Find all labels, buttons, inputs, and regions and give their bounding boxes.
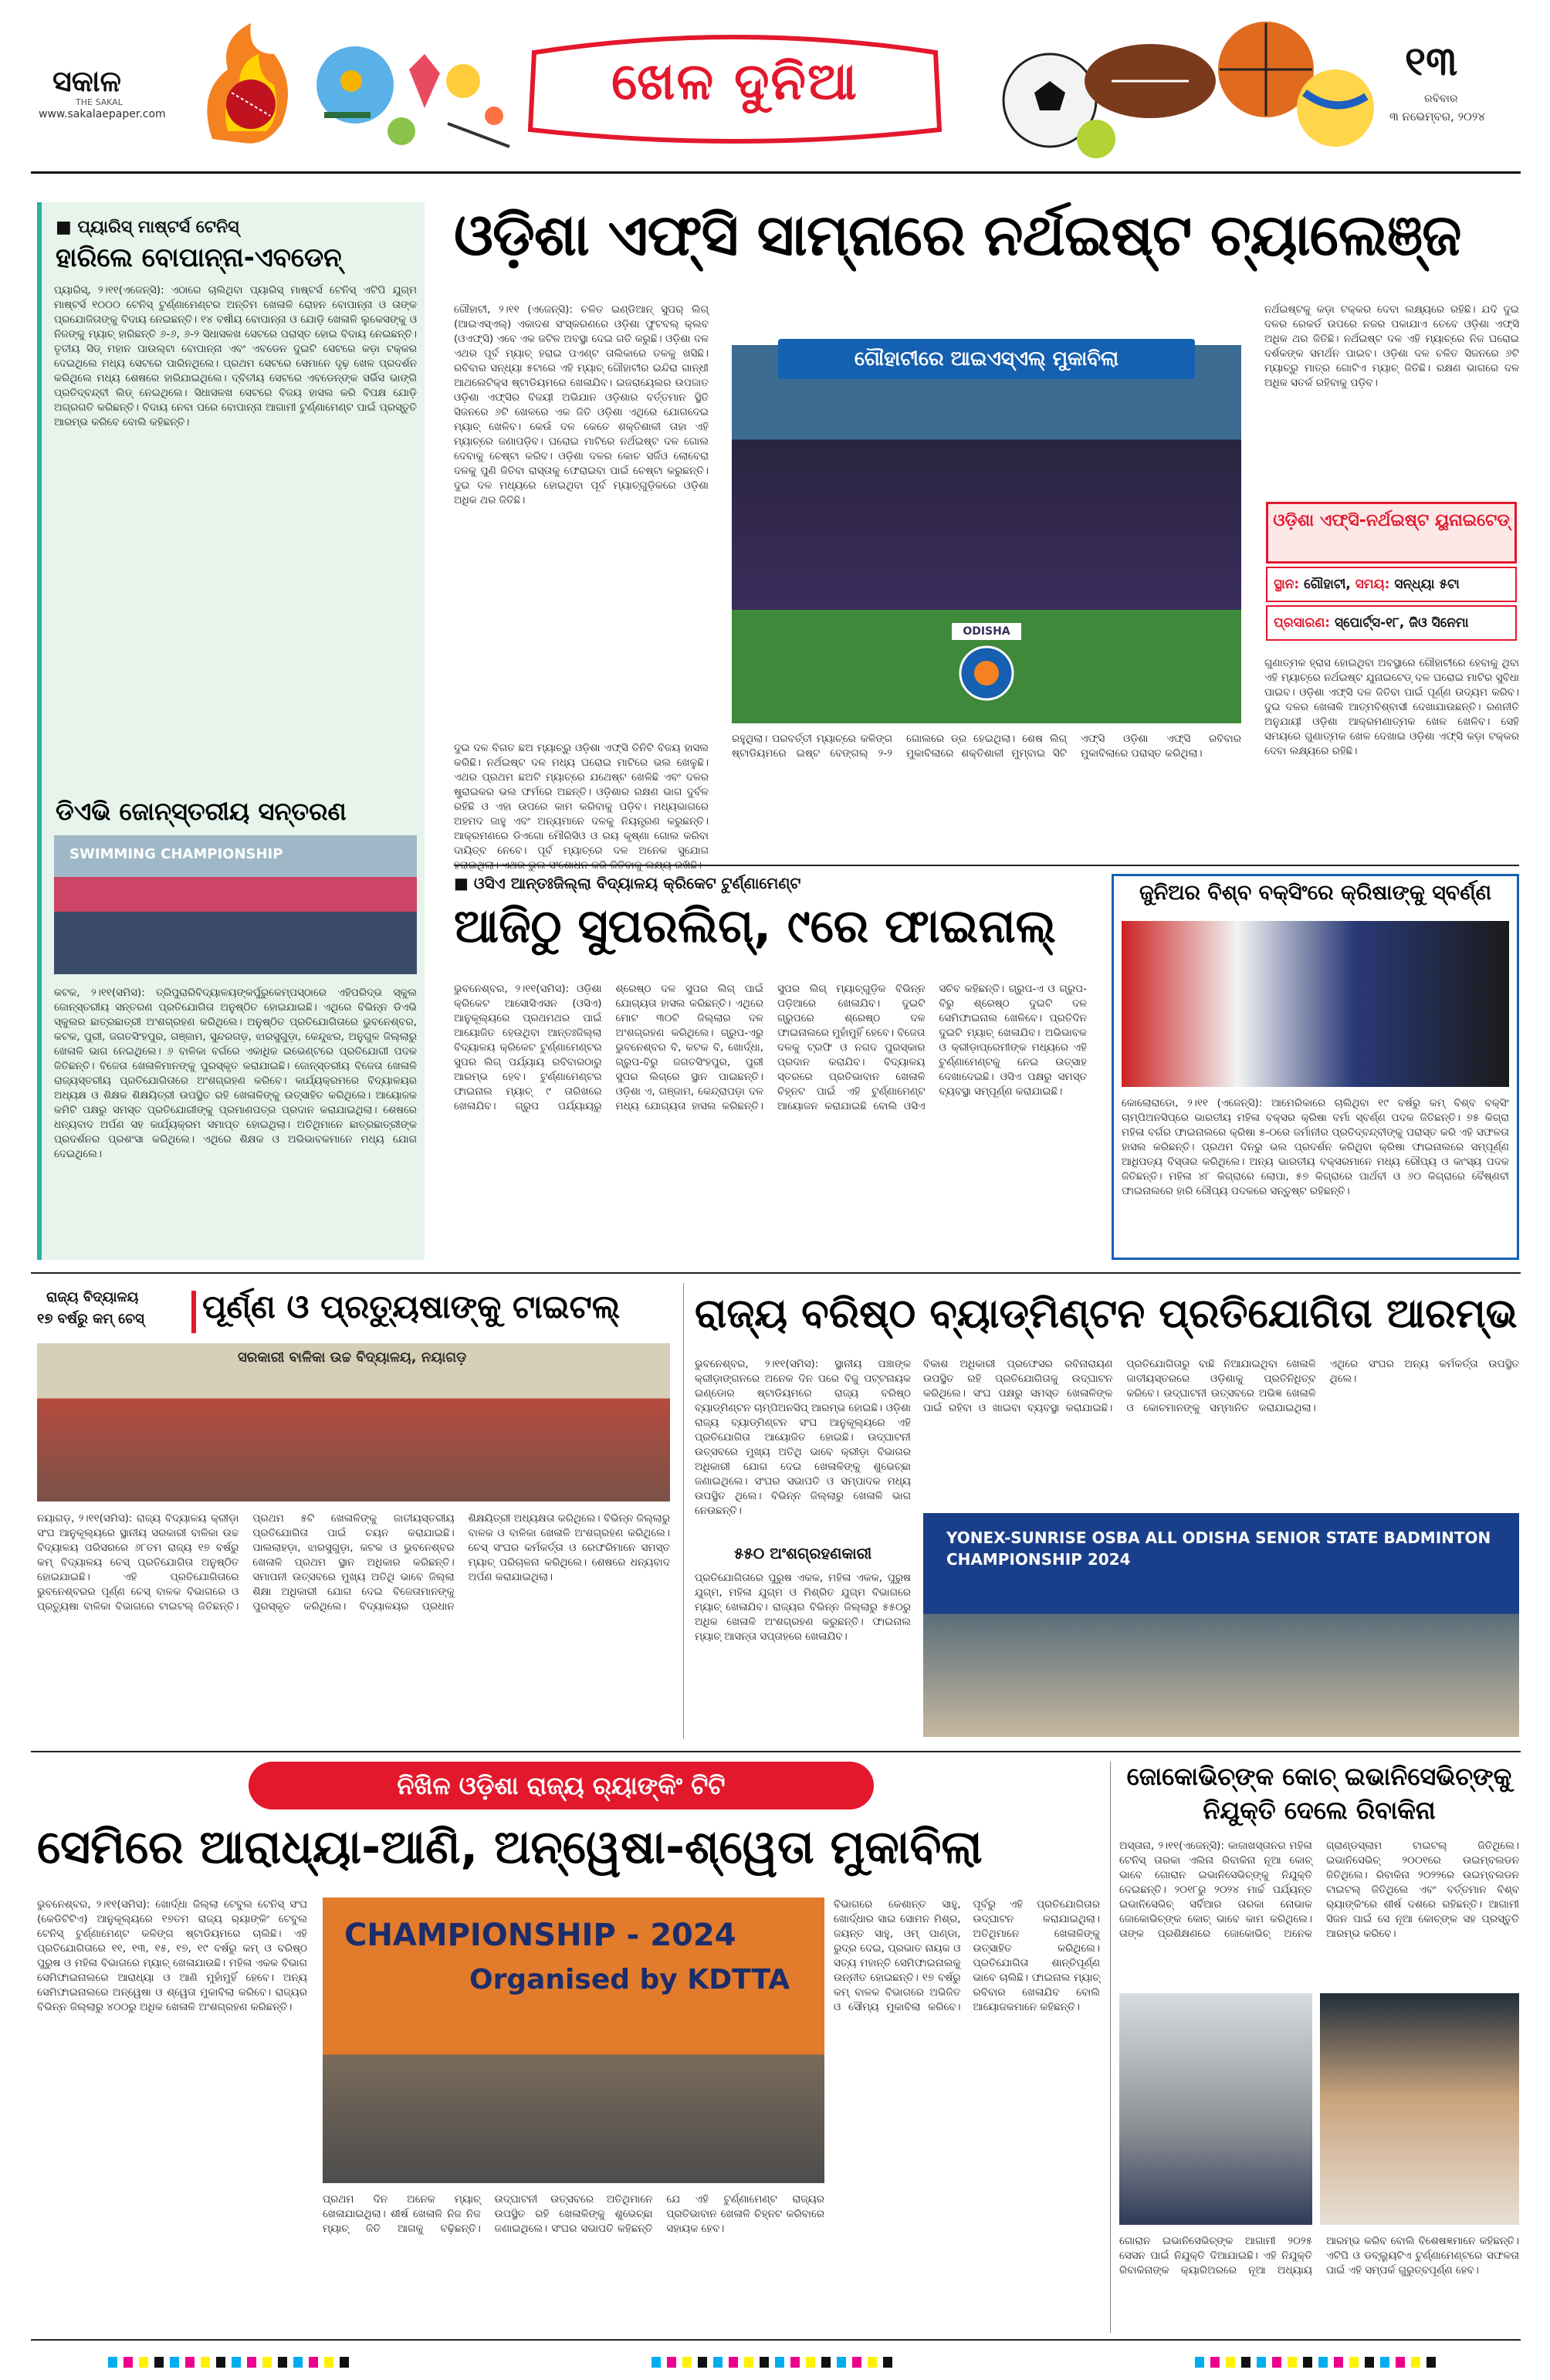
rybakina-photo	[1320, 1993, 1519, 2225]
tt-banner: ନିଖିଳ ଓଡ଼ିଶା ରାଜ୍ୟ ର‍୍ୟାଙ୍କିଂ ଟିଟି	[249, 1762, 874, 1810]
left-column	[37, 202, 425, 1260]
reg-right	[1195, 2357, 1442, 2368]
djokovic-body: ଅସ୍ତାନା, ୨।୧୧(ଏଜେନ୍ସି): କାଜାଖସ୍ତାନର ମହିଳା ଟେନିସ୍ ତାରକା ଏଲିନା ରିବାକିନା ନୂଆ କୋଚ୍ ଭାବେ ଗୋରାନ ଇଭାନିସେଭିଚ୍‌ଙ୍କୁ ନିଯୁକ୍ତି ଦେଇଛନ୍ତି। ୨୦୧୮ରୁ ୨୦୨୪ ମାର୍ଚ୍ଚ ପର୍ଯ୍ୟନ୍ତ ଇଭାନିସେଭିଚ୍ ସର୍ବିଆର ତାରକା ନୋଭାକ ଜୋକୋଭିଚ୍‌ଙ୍କ କୋଚ୍ ଭାବେ କାମ କରିଥିଲେ। ତାଙ୍କ ପ୍ରଶିକ୍ଷଣରେ ଜୋକୋଭିଚ୍ ଅନେକ ଗ୍ରାଣ୍ଡସ୍ଲାମ ଟାଇଟଲ୍ ଜିତିଥିଲେ। ଇଭାନିସେଭିଚ୍ ୨୦୦୧ରେ ଉଇମ୍ବଲଡନ ଜିତିଥିଲେ। ରିବାକିନା ୨୦୨୨ରେ ଉଇମ୍ବଲଡନ ଟାଇଟଲ୍ ଜିତିଥିଲେ ଏବଂ ବର୍ତ୍ତମାନ ବିଶ୍ବ ର‍୍ୟାଙ୍କିଂରେ ଶୀର୍ଷ ଦଶରେ ରହିଛନ୍ତି। ଆଗାମୀ ସିଜନ ପାଇଁ ସେ ନୂଆ କୋଚ୍‌ଙ୍କ ସହ ପ୍ରସ୍ତୁତି ଆରମ୍ଭ କରିବେ।	[1119, 1840, 1519, 1940]
issue-day: ରବିବାର	[1424, 93, 1458, 105]
chess-headline: ପୂର୍ଣ୍ଣ ଓ ପ୍ରତ୍ୟୁଷାଙ୍କୁ ଟାଇଟଲ୍	[202, 1288, 621, 1325]
time-value: ସନ୍ଧ୍ୟା ୫ଟା	[1394, 577, 1460, 592]
lead-photo	[732, 345, 1241, 723]
lead-body-right: ନର୍ଥଇଷ୍ଟକୁ କଡ଼ା ଟକ୍କର ଦେବା ଲକ୍ଷ୍ୟରେ ରହିଛି। ଯଦି ଦୁଇ ଦଳର ରେକର୍ଡ ଉପରେ ନଜର ପକାଯାଏ ତେବେ ଓଡ଼ିଶା ଏଫ୍‌ସି ଅଧିକ ଥର ଜିତିଛି। ନର୍ଥଇଷ୍ଟ ଦଳ ଏହି ମ୍ୟାଚ୍‌ରେ ନିଜ ଘରୋଇ ଦର୍ଶକଙ୍କ ସମର୍ଥନ ପାଇବ। ଓଡ଼ିଶା ଦଳ ଚଳିତ ସିଜନରେ ୬ଟି ମ୍ୟାଚ୍‌ରୁ ମାତ୍ର ଗୋଟିଏ ମ୍ୟାଚ୍ ଜିତିଛି। ରକ୍ଷଣ ଭାଗରେ ଦଳ ଅଧିକ ସତର୍କ ରହିବାକୁ ପଡ଼ିବ।	[1264, 303, 1519, 389]
reg-left	[108, 2357, 355, 2368]
lead-body-bottom: ରହୁଥିଲା। ପରବର୍ତ୍ତୀ ମ୍ୟାଚ୍‌ରେ କଳିଙ୍ଗ ଷ୍ଟାଡିୟମରେ ଇଷ୍ଟ ବେଙ୍ଗଲ୍ ୨-୨ ଗୋଲରେ ଡ୍ର ହେଇଥିଲା। ଶେଷ ଲିଗ୍ ମୁକାବିଲାରେ ଶକ୍ତିଶାଳୀ ମୁମ୍ବାଇ ସିଟି ଏଫ୍‌ସି ଓଡ଼ିଶା ଏଫ୍‌ସି ରବିବାର ମୁକାବିଲାରେ ପରାସ୍ତ କରିଥିଲା।	[732, 733, 1241, 760]
flame-ball-illustration	[197, 23, 297, 147]
issue-date: ୩ ନଭେମ୍ବର, ୨୦୨୪	[1389, 110, 1485, 124]
badminton-body-right: ବିକାଶ ଅଧିକାରୀ ପ୍ରଫେସର ରବିନାରାୟଣ ଉପସ୍ଥିତ ରହି ପ୍ରତିଯୋଗିତାକୁ ଉଦ୍‌ଘାଟନ କରିଥିଲେ। ସଂଘ ପକ୍ଷରୁ ସମସ୍ତ ଖେଳାଳିଙ୍କ ପାଇଁ ରହିବା ଓ ଖାଇବା ବ୍ୟବସ୍ଥା କରାଯାଇଛି। ପ୍ରତିଯୋଗିତାରୁ ବାଛି ନିଆଯାଇଥିବା ଖେଳାଳି ଜାତୀୟସ୍ତରରେ ଓଡ଼ିଶାକୁ ପ୍ରତିନିଧିତ୍ବ କରିବେ। ଉଦ୍‌ଘାଟନୀ ଉତ୍ସବରେ ଅଭିଜ୍ଞ ଖେଳାଳି ଓ କୋଚମାନଙ୍କୁ ସମ୍ମାନିତ କରାଯାଇଥିଲା। ଏଥିରେ ସଂଘର ଅନ୍ୟ କର୍ମକର୍ତ୍ତା ଉପସ୍ଥିତ ଥିଲେ।	[923, 1358, 1519, 1414]
tennis-kicker: ■ ପ୍ୟାରିସ୍ ମାଷ୍ଟର୍ସ ଟେନିସ୍	[56, 218, 239, 237]
reg-mid	[651, 2357, 899, 2368]
lead-headline: ଓଡ଼ିଶା ଏଫ୍‌ସି ସାମ୍ନାରେ ନର୍ଥଇଷ୍ଟ ଚ୍ୟାଲେଞ୍ଜ	[454, 202, 1461, 269]
djokovic-headline-line1: ଜୋକୋଭିଚ୍‌ଙ୍କ କୋଚ୍ ଇଭାନିସେଭିଚ୍‌ଙ୍କୁ	[1126, 1762, 1512, 1791]
djokovic-body-under: ଗୋରାନ ଇଭାନିସେଭିଚ୍‌ଙ୍କ ଆଗାମୀ ୨୦୨୫ ସେସନ ପାଇଁ ନିଯୁକ୍ତି ଦିଆଯାଇଛି। ଏହି ନିଯୁକ୍ତି ରିବାକିନାଙ୍କ କ୍ୟାରିଅରରେ ନୂଆ ଅଧ୍ୟାୟ ଆରମ୍ଭ କରିବ ବୋଲି ବିଶେଷଜ୍ଞମାନେ କହିଛନ୍ତି। ଏଟିପି ଓ ଡବ୍ଲ୍ୟୁଟିଏ ଟୁର୍ଣ୍ଣାମେଣ୍ଟରେ ସଫଳତା ପାଇଁ ଏହି ସମ୍ପର୍କ ଗୁରୁତ୍ବପୂର୍ଣ୍ଣ ହେବ।	[1119, 2235, 1519, 2277]
chess-kicker-line2: ୧୭ ବର୍ଷରୁ କମ୍ ଚେସ୍	[37, 1311, 144, 1327]
boxing-box	[1112, 874, 1519, 1260]
tt-photo-banner: CHAMPIONSHIP - 2024	[344, 1918, 736, 1953]
lead-bottom-rule	[454, 865, 1519, 866]
tennis-headline: ହାରିଲେ ବୋପାନ୍ନା-ଏବଡେନ୍	[56, 242, 342, 273]
dav-photo-caption: SWIMMING CHAMPIONSHIP	[69, 846, 283, 862]
odisha-badge	[952, 623, 1021, 708]
match-info-box	[1266, 502, 1517, 648]
boxing-headline: ଜୁନିଅର ବିଶ୍ବ ବକ୍ସିଂରେ କ୍ରିଷାଙ୍କୁ ସ୍ବର୍ଣ୍ଣ	[1139, 881, 1492, 905]
odisha-badge-text: ODISHA	[963, 625, 1010, 638]
tt-headline: ସେମିରେ ଆରାଧ୍ୟା-ଆଣି, ଅନ୍ୱେଷା-ଶ୍ୱେତା ମୁକାବିଲା	[37, 1820, 983, 1874]
tt-photo	[323, 1898, 824, 2183]
dav-photo	[54, 835, 417, 974]
chess-kicker-line1: ରାଜ୍ୟ ବିଦ୍ୟାଳୟ	[46, 1289, 139, 1305]
cricket-body: ଭୁବନେଶ୍ବର, ୨।୧୧(ସମିସ): ଓଡ଼ିଶା କ୍ରିକେଟ ଆସୋସିଏସନ (ଓସିଏ) ଆନୁକୂଲ୍ୟରେ ପ୍ରଥମଥର ପାଇଁ ଆୟୋଜିତ ହେଉଥିବା ଆନ୍ତଃଜିଲ୍ଲା ବିଦ୍ୟାଳୟ କ୍ରିକେଟ ଟୁର୍ଣ୍ଣାମେଣ୍ଟର ସୁପର ଲିଗ୍ ପର୍ଯ୍ୟାୟ ରବିବାରଠାରୁ ଆରମ୍ଭ ହେବ। ଟୁର୍ଣ୍ଣାମେଣ୍ଟର ଫାଇନାଲ ମ୍ୟାଚ୍ ୯ ତାରିଖରେ ଖେଳାଯିବ। ଗ୍ରୁପ ପର୍ଯ୍ୟାୟରୁ ଶ୍ରେଷ୍ଠ ଦଳ ସୁପର ଲିଗ୍ ପାଇଁ ଯୋଗ୍ୟତା ହାସଲ କରିଛନ୍ତି। ଏଥିରେ ମୋଟ ୩୦ଟି ଜିଲ୍ଲାର ଦଳ ଅଂଶଗ୍ରହଣ କରିଥିଲେ। ଗ୍ରୁପ-ଏରୁ ଭୁବନେଶ୍ବର ବି, କଟକ ବି, ଖୋର୍ଦ୍ଧା, ଗ୍ରୁପ-ବିରୁ ଜଗତସିଂହପୁର, ପୁରୀ ସୁପର ଲିଗ୍‌ରେ ସ୍ଥାନ ପାଇଛନ୍ତି। ଓଡ଼ିଶା ଏ, ଗଞ୍ଜାମ, କେନ୍ଦ୍ରାପଡ଼ା ଦଳ ମଧ୍ୟ ଯୋଗ୍ୟତା ହାସଲ କରିଛନ୍ତି। ସୁପର ଲିଗ୍ ମ୍ୟାଚ୍‌ଗୁଡ଼ିକ ବିଭିନ୍ନ ପଡ଼ିଆରେ ଖେଳାଯିବ। ଦୁଇଟି ଗ୍ରୁପରେ ଶ୍ରେଷ୍ଠ ଦଳ ଫାଇନାଲରେ ମୁହାଁମୁହିଁ ହେବେ। ବିଜେତା ଦଳକୁ ଟ୍ରଫି ଓ ନଗଦ ପୁରସ୍କାର ପ୍ରଦାନ କରାଯିବ। ବିଦ୍ୟାଳୟ ସ୍ତରରେ ପ୍ରତିଭାବାନ ଖେଳାଳି ଚିହ୍ନଟ ପାଇଁ ଏହି ଟୁର୍ଣ୍ଣାମେଣ୍ଟ ଆୟୋଜନ କରାଯାଇଛି ବୋଲି ଓସିଏ ସଚିବ କହିଛନ୍ତି। ଗ୍ରୁପ-ଏ ଓ ଗ୍ରୁପ-ବିରୁ ଶ୍ରେଷ୍ଠ ଦୁଇଟି ଦଳ ସେମିଫାଇନାଲ ଖେଳିବେ। ପ୍ରତିଦିନ ଦୁଇଟି ମ୍ୟାଚ୍ ଖେଳାଯିବ। ଅଭିଭାବକ ଓ କ୍ରୀଡ଼ାପ୍ରେମୀଙ୍କ ମଧ୍ୟରେ ଏହି ଟୁର୍ଣ୍ଣାମେଣ୍ଟକୁ ନେଇ ଉତ୍ସାହ ଦେଖାଦେଇଛି। ଓସିଏ ପକ୍ଷରୁ ସମସ୍ତ ବ୍ୟବସ୍ଥା ସମ୍ପୂର୍ଣ୍ଣ କରାଯାଇଛି।	[454, 983, 1087, 1112]
section-title-box	[519, 29, 951, 145]
boxing-photo	[1122, 921, 1509, 1087]
djokovic-box	[1119, 1762, 1519, 2333]
masthead-rule	[31, 171, 1521, 174]
badminton-subhead: ୫୫୦ ଅଂଶଗ୍ରହଣକାରୀ	[733, 1544, 872, 1562]
chess-photo-banner: ସରକାରୀ ବାଳିକା ଉଚ୍ଚ ବିଦ୍ୟାଳୟ, ନୟାଗଡ଼	[238, 1349, 467, 1366]
lead-body-right-bottom: ଗୁଣାତ୍ମକ ହ୍ରାସ ହୋଇଥିବା ଅବସ୍ଥାରେ ଗୌହାଟୀରେ ହେବାକୁ ଥିବା ଏହି ମ୍ୟାଚ୍‌ରେ ନର୍ଥଇଷ୍ଟ ଯୁନାଇଟେଡ୍ ଦଳ ଘରୋଇ ମାଟିର ସୁବିଧା ପାଇବ। ଓଡ଼ିଶା ଏଫ୍‌ସି ଦଳ ଜିତିବା ପାଇଁ ପୂର୍ଣ୍ଣ ଉଦ୍ୟମ କରିବ। ଦୁଇ ଦଳର ଖେଳାଳି ଆତ୍ମବିଶ୍ବାସୀ ଦେଖାଯାଉଛନ୍ତି। ରଣନୀତି ଅନୁଯାୟୀ ଓଡ଼ିଶା ଆକ୍ରମଣାତ୍ମକ ଖେଳ ଖେଳିବ। ସେହି ସମୟରେ ଗୁଣାତ୍ମକ ଖେଳ ଦେଖାଇ ଓଡ଼ିଶା ଏଫ୍‌ସି କଡ଼ା ଟକ୍କର ଦେବା ଲକ୍ଷ୍ୟରେ ରହିଛି।	[1264, 657, 1519, 757]
badminton-body-bottom: ପ୍ରତିଯୋଗିତାରେ ପୁରୁଷ ଏକକ, ମହିଳା ଏକକ, ପୁରୁଷ ଯୁଗ୍ମ, ମହିଳା ଯୁଗ୍ମ ଓ ମିଶ୍ରିତ ଯୁଗ୍ମ ବିଭାଗରେ ମ୍ୟାଚ୍ ଖେଳାଯିବ। ରାଜ୍ୟର ବିଭିନ୍ନ ଜିଲ୍ଲାରୁ ୫୫୦ରୁ ଅଧିକ ଖେଳାଳି ଅଂଶଗ୍ରହଣ କରୁଛନ୍ତି। ଫାଇନାଲ ମ୍ୟାଚ୍ ଆସନ୍ତା ସପ୍ତାହରେ ଖେଳାଯିବ।	[695, 1572, 911, 1643]
section-title: ଖେଳ ଦୁନିଆ	[611, 51, 858, 111]
venue-value: ଗୌହାଟୀ,	[1304, 577, 1351, 592]
chess-kicker-bar	[191, 1291, 196, 1333]
djokovic-headline-line2: ନିଯୁକ୍ତି ଦେଲେ ରିବାକିନା	[1203, 1796, 1436, 1825]
tt-photo-sub: Organised by KDTTA	[469, 1964, 790, 1996]
broadcast-label: ପ୍ରସାରଣ:	[1274, 615, 1331, 631]
section3-bottom-rule	[31, 1751, 1521, 1752]
badminton-headline: ରାଜ୍ୟ ବରିଷ୍ଠ ବ୍ୟାଡ୍‌ମିଣ୍ଟନ ପ୍ରତିଯୋଗିତା ଆରମ୍ଭ	[695, 1291, 1518, 1337]
dav-body: କଟକ, ୨।୧୧(ସମିସ): ତ୍ରିପୁରାରିବିଦ୍ୟାଳୟଙ୍କର୍ପୁରୁକେମ୍ପସ୍‌ଠାରେ ଏହିପରିଦ୍ଭ ସ୍କୁଲ ଜୋନ୍‌ସ୍ତରୀୟ ସନ୍ତରଣ ପ୍ରତିଯୋଗିତା ଅନୁଷ୍ଠିତ ହୋଇଯାଇଛି। ଏଥିରେ ବିଭିନ୍ନ ଡିଏଭି ସ୍କୁଲର ଛାତ୍ରଛାତ୍ରୀ ଅଂଶଗ୍ରହଣ କରିଥିଲେ। ଅନୁଷ୍ଠିତ ପ୍ରତିଯୋଗିତାରେ ଭୁବନେଶ୍ବର, କଟକ, ପୁରୀ, ଜଗତସିଂହପୁର, ଗଞ୍ଜାମ, ସୁନ୍ଦରଗଡ଼, ଝାରସୁଗୁଡ଼ା, କେନ୍ଦୁଝର, ଅନୁଗୁଳ ଜିଲ୍ଲାରୁ ଖେଳାଳି ଭାଗ ନେଇଥିଲେ। ୬ ବାଳିକା ବର୍ଗରେ ଏକାଧିକ ଇଭେଣ୍ଟରେ ପ୍ରତିଯୋଗୀ ପଦକ ଜିତିଛନ୍ତି। ବିଜେତା ଖେଳାଳିମାନଙ୍କୁ ପୁରସ୍କୃତ କରାଯାଇଛି। ଜୋନ୍‌ସ୍ତରୀୟ ବିଜେତା ଖେଳାଳି ରାଜ୍ୟସ୍ତରୀୟ ପ୍ରତିଯୋଗିତାରେ ଅଂଶଗ୍ରହଣ କରିବେ। କାର୍ଯ୍ୟକ୍ରମରେ ବିଦ୍ୟାଳୟର ଅଧ୍ୟକ୍ଷ ଓ ଶିକ୍ଷକ ଶିକ୍ଷୟିତ୍ରୀ ଉପସ୍ଥିତ ରହି ଖେଳାଳିଙ୍କୁ ଉତ୍ସାହିତ କରିଥିଲେ। ଆୟୋଜକ କମିଟି ପକ୍ଷରୁ ସମସ୍ତ ପ୍ରତିଯୋଗୀଙ୍କୁ ପ୍ରମାଣପତ୍ର ପ୍ରଦାନ କରାଯାଇଥିଲା। ଶେଷରେ ଧନ୍ୟବାଦ ଅର୍ପଣ ସହ କାର୍ଯ୍ୟକ୍ରମ ସମାପ୍ତ ହୋଇଥିଲା। ଅତିଥିମାନେ ଛାତ୍ରଛାତ୍ରୀଙ୍କ ପ୍ରଦର୍ଶନର ପ୍ରଶଂସା କରିଥିଲେ। ଏଥିରେ ଶିକ୍ଷକ ଓ ଅଭିଭାବକମାନେ ମଧ୍ୟ ଯୋଗ ଦେଇଥିଲେ।	[54, 987, 417, 1160]
footer-rule	[31, 2339, 1521, 2341]
lead-body-mid: ଦୁଇ ଦଳ ବିଗତ ଛଅ ମ୍ୟାଚ୍‌ରୁ ଓଡ଼ିଶା ଏଫ୍‌ସି ତିନିଟି ବିଜୟ ହାସଲ କରିଛି। ନର୍ଥଇଷ୍ଟ ଦଳ ମଧ୍ୟ ଘରୋଇ ମାଟିରେ ଭଲ ଖେଳୁଛି। ଏଥର ପ୍ରଥମ ଛଅଟି ମ୍ୟାଚ୍‌ରେ ଯଥେଷ୍ଟ ଖେଳିଛି ଏବଂ ଦଳର ଷ୍ଟ୍ରାଇକର ଭଲ ଫର୍ମରେ ଅଛନ୍ତି। ଓଡ଼ିଶାର ରକ୍ଷଣ ଭାଗ ଦୁର୍ବଳ ରହିଛି ଓ ଏହା ଉପରେ କାମ କରିବାକୁ ପଡ଼ିବ। ମଧ୍ୟଭାଗରେ ଅହମଦ ଜାହୁ ଏବଂ ଅନ୍ୟମାନେ ଦଳକୁ ନିୟନ୍ତ୍ରଣ କରୁଛନ୍ତି। ଆକ୍ରମଣରେ ଡିଏଗୋ ମୌରିସିଓ ଓ ରୟ କୃଷ୍ଣା ଗୋଲ କରିବା ଦାୟିତ୍ବ ନେବେ। ପୂର୍ବ ମ୍ୟାଚ୍‌ରେ ଦଳ ଅନେକ ସୁଯୋଗ ହରାଇଥିଲା। ଏଥର ଭୁଲ ସଂଶୋଧନ କରି ଜିତିବାକୁ ଲକ୍ଷ୍ୟ ରଖିଛି।	[454, 742, 709, 872]
venue-label: ସ୍ଥାନ:	[1274, 577, 1300, 592]
paper-logo: ସକାଳ	[52, 63, 121, 98]
section2-bottom-rule	[31, 1272, 1521, 1274]
dav-headline: ଡିଏଭି ଜୋନ୍‌ସ୍ତରୀୟ ସନ୍ତରଣ	[56, 797, 347, 826]
paper-tag: THE SAKAL	[76, 97, 123, 107]
badminton-photo	[923, 1513, 1519, 1737]
color-registration-marks	[0, 2351, 1550, 2374]
badminton-body-top: ଭୁବନେଶ୍ବର, ୨।୧୧(ସମିସ): ସ୍ଥାନୀୟ ପଞ୍ଚାଙ୍କ କ୍ରୀଡ଼ାଙ୍ଗନରେ ଅନେକ ଦିନ ପରେ ବିଜୁ ପଟ୍ଟନାୟକ ଇଣ୍ଡୋର ଷ୍ଟାଡିୟମରେ ରାଜ୍ୟ ବରିଷ୍ଠ ବ୍ୟାଡ୍‌ମିଣ୍ଟନ ଚାମ୍ପିଅନସିପ୍ ଆରମ୍ଭ ହୋଇଛି। ଓଡ଼ିଶା ରାଜ୍ୟ ବ୍ୟାଡ୍‌ମିଣ୍ଟନ ସଂଘ ଆନୁକୂଲ୍ୟରେ ଏହି ପ୍ରତିଯୋଗିତା ଆୟୋଜିତ ହୋଇଛି। ଉଦ୍‌ଘାଟନୀ ଉତ୍ସବରେ ମୁଖ୍ୟ ଅତିଥି ଭାବେ କ୍ରୀଡ଼ା ବିଭାଗର ଅଧିକାରୀ ଯୋଗ ଦେଇ ଖେଳାଳିଙ୍କୁ ଶୁଭେଚ୍ଛା ଜଣାଇଥିଲେ। ସଂଘର ସଭାପତି ଓ ସମ୍ପାଦକ ମଧ୍ୟ ଉପସ୍ଥିତ ଥିଲେ। ବିଭିନ୍ନ ଜିଲ୍ଲାରୁ ଖେଳାଳି ଭାଗ ନେଉଛନ୍ତି।	[695, 1358, 911, 1517]
page-number: ୧୩	[1405, 39, 1457, 85]
tt-djokovic-divider	[1110, 1762, 1111, 2333]
broadcast-value: ସ୍ପୋର୍ଟ୍ସ-୧୮, ଜିଓ ସିନେମା	[1335, 615, 1469, 631]
tt-body-mid: ବିଭାଗରେ କେଶାନ୍ତ ସାହୁ, ଖୋର୍ଦ୍ଧାର ସାଇ ସୋମନ ମିଶ୍ର, ଜୟନ୍ତ ସାହୁ, ଓମ୍ ପାଣ୍ଡା, ରୁଦ୍ର ଦେଇ, ପ୍ରଭାତ ନାୟକ ଓ ସତ୍ୟ ମହାନ୍ତି ସେମିଫାଇନାଲକୁ ଉନ୍ନୀତ ହୋଇଛନ୍ତି। ୧୭ ବର୍ଷରୁ କମ୍ ବାଳକ ବିଭାଗରେ ଅଭିଜିତ ଓ ସୌମ୍ୟ ମୁକାବିଲା କରିବେ। ପୂର୍ବରୁ ଏହି ପ୍ରତିଯୋଗିତାର ଉଦ୍‌ଘାଟନ କରାଯାଇଥିଲା। ଅତିଥିମାନେ ଖେଳାଳିଙ୍କୁ ଉତ୍ସାହିତ କରିଥିଲେ। ପ୍ରତିଯୋଗିତା ଶାନ୍ତିପୂର୍ଣ୍ଣ ଭାବେ ଚାଲିଛି। ଫାଇନାଲ ମ୍ୟାଚ୍ ରବିବାର ଖେଳାଯିବ ବୋଲି ଆୟୋଜକମାନେ କହିଛନ୍ତି।	[834, 1898, 1100, 2013]
tt-body-under-photo: ପ୍ରଥମ ଦିନ ଅନେକ ମ୍ୟାଚ୍ ଖେଳାଯାଇଥିଲା। ଶୀର୍ଷ ଖେଳାଳି ନିଜ ନିଜ ମ୍ୟାଚ୍ ଜିତି ଆଗକୁ ବଢ଼ିଛନ୍ତି। ଉଦ୍‌ଘାଟନୀ ଉତ୍ସବରେ ଅତିଥିମାନେ ଉପସ୍ଥିତ ରହି ଖେଳାଳିଙ୍କୁ ଶୁଭେଚ୍ଛା ଜଣାଇଥିଲେ। ସଂଘର ସଭାପତି କହିଛନ୍ତି ଯେ ଏହି ଟୁର୍ଣ୍ଣାମେଣ୍ଟ ରାଜ୍ୟର ପ୍ରତିଭାବାନ ଖେଳାଳି ଚିହ୍ନଟ କରିବାରେ ସହାୟକ ହେବ।	[323, 2193, 824, 2235]
tennis-body: ପ୍ୟାରିସ୍, ୨।୧୧(ଏଜେନ୍ସି): ଏଠାରେ ଚାଲିଥିବା ପ୍ୟାରିସ୍ ମାଷ୍ଟର୍ସ ଟେନିସ୍ ଏଟିପି ଯୁଗ୍ମ ମାଷ୍ଟର୍ସ ୧୦୦୦ ଟେନିସ୍ ଟୁର୍ଣ୍ଣାମେଣ୍ଟର ଅନ୍ତିମ ଖେଳାଳି ରୋହନ ବୋପାନ୍ନା ଓ ତାଙ୍କ ପ୍ରଯୋଜିତାଙ୍କୁ ବିଦାୟ ନେଇଛନ୍ତି। ୧୪ ବର୍ଷୀୟ ବୋପାନ୍ନା ଓ ଯୋଡ଼ି ଖେଳାଳି ଲୁକେସଙ୍କୁ ଓ ନିଜଙ୍କୁ ମ୍ୟାଚ୍ ହାରିଛନ୍ତି ୬-୬, ୬-୨ ସିଧାସଳଖ ସେଟରେ ପରାସ୍ତ ହୋଇ ବିଦାୟ ନେଇଛନ୍ତି। ତୃତୀୟ ସିଡ୍ ମହାନ ପାଉଲ୍ଟା ବୋପାନ୍ନା ଏବଂ ଏବଡେନ ଦୁଇଟି ସେଟରେ କଡ଼ା ଟକ୍କର ଦେଇଥିଲେ ମଧ୍ୟ ସେଟରେ ପାରିନଥିଲେ। ପ୍ରଥମ ସେଟରେ ସେମାନେ ଦୃଢ଼ ଖେଳ ପ୍ରଦର୍ଶନ କରିଥିଲେ ମଧ୍ୟ ଶେଷରେ ହାରିଯାଇଥିଲେ। ଦ୍ବିତୀୟ ସେଟରେ ଏବଡେନ୍‌ଙ୍କ ସର୍ଭିସ ଭାଙ୍ଗି ପ୍ରତିଦ୍ବନ୍ଦ୍ବୀ ଲିଡ୍ ନେଇଥିଲେ। ସିଧାସଳଖ ସେଟରେ ବିଜୟ ହାସଲ କରି ବିପକ୍ଷ ଯୋଡ଼ି ଅଗ୍ରଗତି କରିଛନ୍ତି। ବିଦାୟ ନେବା ପରେ ବୋପାନ୍ନା ଆଗାମୀ ଟୁର୍ଣ୍ଣାମେଣ୍ଟ ପାଇଁ ପ୍ରସ୍ତୁତି ଆରମ୍ଭ କରିବେ ବୋଲି କହିଛନ୍ତି।	[54, 284, 417, 428]
chess-body: ନୟାଗଡ଼, ୨।୧୧(ସମିସ): ରାଜ୍ୟ ବିଦ୍ୟାଳୟ କ୍ରୀଡ଼ା ସଂଘ ଆନୁକୂଲ୍ୟରେ ସ୍ଥାନୀୟ ସରକାରୀ ବାଳିକା ଉଚ୍ଚ ବିଦ୍ୟାଳୟ ପରିସରରେ ୬୮ତମ ରାଜ୍ୟ ୧୭ ବର୍ଷରୁ କମ୍ ବିଦ୍ୟାଳୟ ଚେସ୍ ପ୍ରତିଯୋଗିତା ଅନୁଷ୍ଠିତ ହୋଇଯାଇଛି। ଏହି ପ୍ରତିଯୋଗିତାରେ ଭୁବନେଶ୍ବରର ପୂର୍ଣ୍ଣ ଚେସ୍ ବାଳକ ବିଭାଗରେ ଓ ପ୍ରତ୍ୟୁଷା ବାଳିକା ବିଭାଗରେ ଟାଇଟଲ୍ ଜିତିଛନ୍ତି। ପ୍ରଥମ ୫ଟି ଖେଳାଳିଙ୍କୁ ଜାତୀୟସ୍ତରୀୟ ପ୍ରତିଯୋଗିତା ପାଇଁ ଚୟନ କରାଯାଇଛି। ପାଲଲାହଡ଼ା, ଝାରସୁଗୁଡ଼ା, କଟକ ଓ ଭୁବନେଶ୍ବର ଖେଳାଳି ପ୍ରଥମ ସ୍ଥାନ ଅଧିକାର କରିଛନ୍ତି। ସମାପନୀ ଉତ୍ସବରେ ମୁଖ୍ୟ ଅତିଥି ଭାବେ ଜିଲ୍ଲା ଶିକ୍ଷା ଅଧିକାରୀ ଯୋଗ ଦେଇ ବିଜେତାମାନଙ୍କୁ ପୁରସ୍କୃତ କରିଥିଲେ। ବିଦ୍ୟାଳୟର ପ୍ରଧାନ ଶିକ୍ଷୟିତ୍ରୀ ଅଧ୍ୟକ୍ଷତା କରିଥିଲେ। ବିଭିନ୍ନ ଜିଲ୍ଲାରୁ ବାଳକ ଓ ବାଳିକା ଖେଳାଳି ଅଂଶଗ୍ରହଣ କରିଥିଲେ। ଚେସ୍ ସଂଘର କର୍ମକର୍ତ୍ତା ଓ ରେଫରିମାନେ ସମସ୍ତ ମ୍ୟାଚ୍ ପରିଚାଳନା କରିଥିଲେ। ଶେଷରେ ଧନ୍ୟବାଦ ଅର୍ପଣ କରାଯାଇଥିଲା।	[37, 1512, 670, 1613]
cricket-headline: ଆଜିଠୁ ସୁପରଲିଗ୍, ୯ରେ ଫାଇନାଲ୍	[454, 899, 1056, 953]
ivanisevic-photo	[1119, 1993, 1312, 2225]
sports-icons-illustration	[309, 39, 517, 154]
cricket-kicker: ■ ଓସିଏ ଆନ୍ତଃଜିଲ୍ଲା ବିଦ୍ୟାଳୟ କ୍ରିକେଟ ଟୁର୍ଣ୍ଣାମେଣ୍ଟ	[454, 874, 801, 892]
boxing-body: କୋଲୋରାଡୋ, ୨।୧୧ (ଏଜେନ୍ସି): ଆମେରିକାରେ ଚାଲିଥିବା ୧୯ ବର୍ଷରୁ କମ୍ ବିଶ୍ବ ବକ୍ସିଂ ଚାମ୍ପିଅନସିପ୍‌ରେ ଭାରତୀୟ ମହିଳା ବକ୍ସର କ୍ରିଷା ବର୍ମା ସ୍ବର୍ଣ୍ଣ ପଦକ ଜିତିଛନ୍ତି। ୭୫ କିଗ୍ରା ମହିଳା ବର୍ଗର ଫାଇନାଲରେ କ୍ରିଷା ୫-୦ରେ ଜର୍ମାନୀର ପ୍ରତିଦ୍ବନ୍ଦ୍ବୀଙ୍କୁ ପରାସ୍ତ କରି ଏହି ସଫଳତା ହାସଲ କରିଛନ୍ତି। ପ୍ରଥମ ଦିନରୁ ଭଲ ପ୍ରଦର୍ଶନ କରିଥିବା କ୍ରିଷା ଫାଇନାଲରେ ସମ୍ପୂର୍ଣ୍ଣ ଆଧିପତ୍ୟ ବିସ୍ତାର କରିଥିଲେ। ଅନ୍ୟ ଭାରତୀୟ ବକ୍ସରମାନେ ମଧ୍ୟ ରୌପ୍ୟ ଓ କାଂସ୍ୟ ପଦକ ଜିତିଛନ୍ତି। ମହିଳା ୪୮ କିଗ୍ରାରେ ଲୋପା, ୫୭ କିଗ୍ରାରେ ପାର୍ଥବୀ ଓ ୬୦ କିଗ୍ରାରେ ବୈଷ୍ଣବୀ ଫାଇନାଲରେ ହାରି ରୌପ୍ୟ ପଦକରେ ସନ୍ତୁଷ୍ଟ ରହିଛନ୍ତି।	[1122, 1097, 1509, 1197]
balls-illustration	[957, 23, 1382, 154]
badminton-photo-banner: YONEX-SUNRISE OSBA ALL ODISHA SENIOR STATE BADMINTON CHAMPIONSHIP 2024	[946, 1529, 1491, 1569]
match-info-title: ଓଡ଼ିଶା ଏଫ୍‌ସି-ନର୍ଥଇଷ୍ଟ ୟୁନାଇଟେଡ୍	[1266, 502, 1517, 564]
website: www.sakalaepaper.com	[39, 108, 166, 120]
lead-body-left: ଗୌହାଟୀ, ୨।୧୧ (ଏଜେନ୍ସି): ଚଳିତ ଇଣ୍ଡିଆନ୍ ସୁପର୍ ଲିଗ୍ (ଆଇଏସ୍‌ଏଲ୍) ଏକାଦଶ ସଂସ୍କରଣରେ ଓଡ଼ିଶା ଫୁଟବଲ୍ କ୍ଲବ (ଓଏଫ୍‌ସି) ଏବେ ଏକ ଜଟିଳ ଅବସ୍ଥା ଦେଇ ଗତି କରୁଛି। ଓଡ଼ିଶା ଦଳ ଏଥର ପୂର୍ବ ମ୍ୟାଚ୍ ହରାଇ ପଏଣ୍ଟ ତାଲିକାରେ ତଳକୁ ଖସିଛି। ରବିବାର ସନ୍ଧ୍ୟା ୫ଟାରେ ଏହି ମ୍ୟାଚ୍ ଗୌହାଟୀର ଇନ୍ଦିରା ଗାନ୍ଧୀ ଆଥଲେଟିକ୍ସ ଷ୍ଟାଡିୟମରେ ଖେଳାଯିବ। ଇଜରାୟେଲର ଉପଜାତ ଓଡ଼ିଶା ଏଫ୍‌ସିର ବିଜୟୀ ଅଭିଯାନ ଓଡ଼ିଶାର ବର୍ତ୍ତମାନ ସ୍ଥିତି ସିଜନରେ ୬ଟି ଖେଳରେ ଏକ ଜିତି ଓଡ଼ିଶା ଏଥିରେ ଯୋଗଦେଇ ମ୍ୟାଚ୍ ଖେଳିବ। କେଉଁ ଦଳ କେତେ ଶକ୍ତିଶାଳୀ ତାହା ଏହି ମ୍ୟାଚ୍‌ରେ ଜଣାପଡ଼ିବ। ଘରୋଇ ମାଟିରେ ନର୍ଥଇଷ୍ଟ ଦଳ ଗୋଲ ଦେବାକୁ ଚେଷ୍ଟା କରିବ। ଓଡ଼ିଶା ଦଳର କୋଚ ସର୍ଜିଓ ଲୋବେରା ଦଳକୁ ପୁଣି ଜିତିବା ରାସ୍ତାକୁ ଫେରାଇବା ପାଇଁ ଚେଷ୍ଟା କରୁଛନ୍ତି। ଦୁଇ ଦଳ ମଧ୍ୟରେ ହୋଇଥିବା ପୂର୍ବ ମ୍ୟାଚ୍‌ଗୁଡ଼ିକରେ ଓଡ଼ିଶା ଅଧିକ ଥର ଜିତିଛି।	[454, 303, 709, 506]
tt-body-left: ଭୁବନେଶ୍ବର, ୨।୧୧(ସମିସ): ଖୋର୍ଦ୍ଧା ଜିଲ୍ଲା ଟେବୁଲ ଟେନିସ୍ ସଂଘ (କେଡିଟିଟିଏ) ଆନୁକୂଲ୍ୟରେ ୧୭ତମ ରାଜ୍ୟ ର‍୍ୟାଙ୍କିଂ ଟେବୁଲ ଟେନିସ୍ ଟୁର୍ଣ୍ଣାମେଣ୍ଟ କଳିଙ୍ଗ ଷ୍ଟାଡିୟମରେ ଚାଲିଛି। ଏହି ପ୍ରତିଯୋଗିତାରେ ୧୧, ୧୩, ୧୫, ୧୭, ୧୯ ବର୍ଷରୁ କମ୍ ଓ ବରିଷ୍ଠ ପୁରୁଷ ଓ ମହିଳା ବିଭାଗରେ ମ୍ୟାଚ୍ ଖେଳାଯାଉଛି। ମହିଳା ଏକକ ବିଭାଗ ସେମିଫାଇନାଲରେ ଆରାଧ୍ୟା ଓ ଆଣି ମୁହାଁମୁହିଁ ହେବେ। ଅନ୍ୟ ସେମିଫାଇନାଲରେ ଅନ୍ୱେଷା ଓ ଶ୍ୱେତା ମୁକାବିଲା କରିବେ। ରାଜ୍ୟର ବିଭିନ୍ନ ଜିଲ୍ଲାରୁ ୪୦୦ରୁ ଅଧିକ ଖେଳାଳି ଅଂଶଗ୍ରହଣ କରିଛନ୍ତି।	[37, 1898, 307, 2013]
chess-badminton-divider	[683, 1283, 684, 1738]
time-label: ସମୟ:	[1355, 577, 1390, 592]
chess-photo	[37, 1343, 670, 1501]
match-venue-row	[1266, 567, 1517, 602]
lead-photo-banner: ଗୌହାଟୀରେ ଆଇଏସ୍‌ଏଲ୍ ମୁକାବିଲା	[778, 339, 1195, 379]
match-broadcast-row	[1266, 605, 1517, 641]
masthead	[31, 23, 1521, 162]
